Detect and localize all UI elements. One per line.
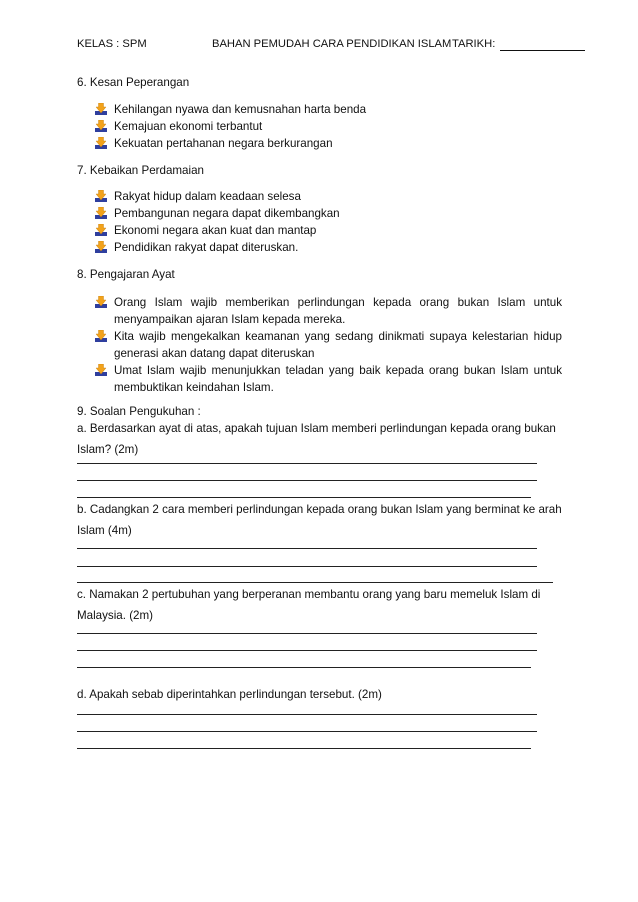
list-item-text: Umat Islam wajib menunjukkan teladan yang baik kepada orang bukan Islam untuk membuktikan keindahan Islam. (114, 364, 562, 394)
arrow-down-bullet-icon (94, 296, 108, 309)
arrow-down-bullet-icon (94, 207, 108, 220)
list-item (94, 222, 562, 239)
document-title: BAHAN PEMUDAH CARA PENDIDIKAN ISLAM (212, 38, 452, 50)
arrow-down-bullet-icon (94, 224, 108, 237)
question-c: c. Namakan 2 pertubuhan yang berperanan membantu orang yang baru memeluk Islam di Malaysia. (2m) (77, 588, 541, 622)
answer-line[interactable] (77, 748, 531, 749)
list-pengajaran (94, 294, 562, 396)
section-heading-pengajaran: 8. Pengajaran Ayat (77, 268, 175, 281)
answer-line[interactable] (77, 731, 537, 732)
list-item (94, 101, 562, 118)
list-item-text: Kehilangan nyawa dan kemusnahan harta benda (114, 103, 367, 116)
section-heading-soalan: 9. Soalan Pengukuhan : (77, 405, 201, 418)
list-item-text: Pembangunan negara dapat dikembangkan (114, 207, 340, 220)
list-item-text: Orang Islam wajib memberikan perlindungan kepada orang bukan Islam untuk menyampaikan ajaran Islam kepada mereka. (114, 296, 562, 326)
list-item (94, 135, 562, 152)
arrow-down-bullet-icon (94, 190, 108, 203)
date-fill-line (500, 50, 585, 51)
list-item (94, 118, 562, 135)
list-item (94, 294, 562, 328)
question-a: a. Berdasarkan ayat di atas, apakah tujuan Islam memberi perlindungan kepada orang bukan Islam? (2m) (77, 422, 556, 456)
section-heading-kebaikan: 7. Kebaikan Perdamaian (77, 164, 204, 177)
arrow-down-bullet-icon (94, 120, 108, 133)
list-item (94, 188, 562, 205)
arrow-down-bullet-icon (94, 364, 108, 377)
list-item-text: Kita wajib mengekalkan keamanan yang sedang dinikmati supaya kelestarian hidup generasi akan datang dapat diteruskan (114, 330, 562, 360)
arrow-down-bullet-icon (94, 137, 108, 150)
answer-line[interactable] (77, 566, 537, 567)
question-b: b. Cadangkan 2 cara memberi perlindungan kepada orang bukan Islam yang berminat ke arah Islam (4m) (77, 503, 562, 537)
arrow-down-bullet-icon (94, 241, 108, 254)
question-d: d. Apakah sebab diperintahkan perlindungan tersebut. (2m) (77, 688, 382, 701)
list-kesan (94, 101, 562, 152)
list-item (94, 205, 562, 222)
list-item-text: Ekonomi negara akan kuat dan mantap (114, 224, 317, 237)
list-item (94, 328, 562, 362)
answer-line[interactable] (77, 650, 537, 651)
page-header (77, 38, 584, 54)
list-kebaikan (94, 188, 562, 256)
list-item (94, 362, 562, 396)
answer-line[interactable] (77, 667, 531, 668)
class-label: KELAS : SPM (77, 38, 147, 50)
date-label: TARIKH: (452, 38, 496, 50)
answer-line[interactable] (77, 480, 537, 481)
answer-line[interactable] (77, 463, 537, 464)
answer-line[interactable] (77, 497, 531, 498)
list-item-text: Kekuatan pertahanan negara berkurangan (114, 137, 333, 150)
arrow-down-bullet-icon (94, 330, 108, 343)
arrow-down-bullet-icon (94, 103, 108, 116)
answer-line[interactable] (77, 633, 537, 634)
answer-line[interactable] (77, 548, 537, 549)
list-item-text: Kemajuan ekonomi terbantut (114, 120, 263, 133)
list-item-text: Rakyat hidup dalam keadaan selesa (114, 190, 301, 203)
answer-line[interactable] (77, 714, 537, 715)
answer-line[interactable] (77, 582, 553, 583)
section-heading-kesan: 6. Kesan Peperangan (77, 76, 190, 89)
list-item (94, 239, 562, 256)
list-item-text: Pendidikan rakyat dapat diteruskan. (114, 241, 299, 254)
